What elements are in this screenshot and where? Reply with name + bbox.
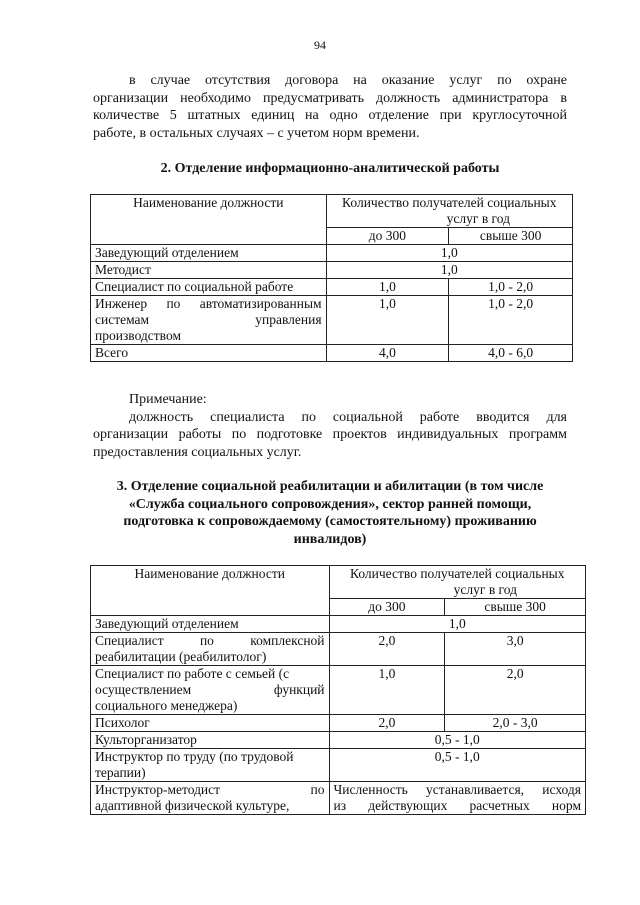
header-low: до 300 bbox=[326, 228, 449, 245]
note-block bbox=[93, 391, 567, 461]
note-line: предоставления социальных услуг. bbox=[93, 444, 302, 460]
name-line: реабилитации (реабилитолог) bbox=[95, 649, 267, 664]
header-count-line2: услуг в год bbox=[453, 582, 517, 597]
position-name: Всего bbox=[91, 345, 327, 362]
table-row bbox=[91, 782, 586, 815]
value-low: 1,0 bbox=[326, 296, 449, 345]
position-name: Методист bbox=[91, 262, 327, 279]
position-name bbox=[91, 782, 330, 815]
position-value: 0,5 - 1,0 bbox=[329, 749, 585, 782]
position-name: Заведующий отделением bbox=[91, 616, 330, 633]
position-name: Психолог bbox=[91, 715, 330, 732]
page-number: 94 bbox=[314, 38, 326, 52]
name-line: производством bbox=[95, 328, 182, 343]
intro-paragraph bbox=[93, 72, 567, 142]
header-high: свыше 300 bbox=[449, 228, 573, 245]
table-row bbox=[91, 715, 586, 732]
table-row bbox=[91, 616, 586, 633]
title-line: подготовка к сопровождаемому (самостоятельному) проживанию bbox=[123, 514, 537, 529]
intro-line: в случае отсутствия договора на оказание услуг по охране bbox=[129, 73, 567, 88]
name-line: социального менеджера) bbox=[95, 698, 238, 713]
position-value: 1,0 bbox=[329, 616, 585, 633]
table-row bbox=[91, 633, 586, 666]
header-position: Наименование должности bbox=[91, 195, 327, 245]
section2-table bbox=[90, 194, 573, 362]
table-row bbox=[91, 262, 573, 279]
header-low: до 300 bbox=[329, 599, 445, 616]
value-high: 2,0 bbox=[445, 666, 586, 715]
name-line: осуществлением функций bbox=[95, 682, 325, 697]
header-high: свыше 300 bbox=[445, 599, 586, 616]
table-row bbox=[91, 749, 586, 782]
table-row bbox=[91, 245, 573, 262]
note-line: организации работы по подготовке проектов индивидуальных программ bbox=[93, 427, 567, 442]
value-low: 1,0 bbox=[326, 279, 449, 296]
name-line: Инженер по автоматизированным bbox=[95, 296, 322, 311]
name-line: Инструктор по труду (по трудовой bbox=[95, 749, 294, 764]
table-row bbox=[91, 666, 586, 715]
position-name: Культорганизатор bbox=[91, 732, 330, 749]
intro-line: организации необходимо предусматривать должность администратора в bbox=[93, 90, 567, 106]
value-high: 1,0 - 2,0 bbox=[449, 296, 573, 345]
value-low: 2,0 bbox=[329, 715, 445, 732]
position-name bbox=[91, 749, 330, 782]
name-line: системам управления bbox=[95, 312, 322, 327]
position-name bbox=[91, 633, 330, 666]
section3-title bbox=[93, 478, 567, 548]
value-high: 4,0 - 6,0 bbox=[449, 345, 573, 362]
value-high: 1,0 - 2,0 bbox=[449, 279, 573, 296]
table-row bbox=[91, 296, 573, 345]
table-row bbox=[91, 345, 573, 362]
name-line: терапии) bbox=[95, 765, 146, 780]
section2-title: 2. Отделение информационно-аналитической работы bbox=[160, 161, 500, 176]
name-line: Специалист по работе с семьей (с bbox=[95, 666, 290, 681]
value-high: 3,0 bbox=[445, 633, 586, 666]
position-name: Специалист по социальной работе bbox=[91, 279, 327, 296]
title-line: инвалидов) bbox=[293, 531, 367, 547]
position-name bbox=[91, 666, 330, 715]
table-row bbox=[91, 732, 586, 749]
section3-table bbox=[90, 565, 586, 815]
value-high: 2,0 - 3,0 bbox=[445, 715, 586, 732]
value-low: 4,0 bbox=[326, 345, 449, 362]
position-value: 1,0 bbox=[326, 245, 572, 262]
position-value: 1,0 bbox=[326, 262, 572, 279]
value-low: 1,0 bbox=[329, 666, 445, 715]
name-line: адаптивной физической культуре, bbox=[95, 798, 290, 813]
intro-line: количестве 5 штатных единиц на одно отделение при круглосуточной bbox=[93, 108, 567, 123]
position-value bbox=[329, 782, 585, 815]
header-count bbox=[329, 566, 585, 599]
title-line: 3. Отделение социальной реабилитации и абилитации (в том числе bbox=[116, 479, 544, 494]
header-count-line1: Количество получателей социальных bbox=[342, 195, 557, 210]
position-name: Заведующий отделением bbox=[91, 245, 327, 262]
intro-line: работе, в остальных случаях – с учетом норм времени. bbox=[93, 125, 420, 141]
position-value: 0,5 - 1,0 bbox=[329, 732, 585, 749]
value-low: 2,0 bbox=[329, 633, 445, 666]
position-name bbox=[91, 296, 327, 345]
header-count bbox=[326, 195, 572, 228]
header-count-line1: Количество получателей социальных bbox=[350, 566, 565, 581]
header-position: Наименование должности bbox=[91, 566, 330, 616]
table-row bbox=[91, 279, 573, 296]
header-count-line2: услуг в год bbox=[446, 211, 510, 226]
title-line: «Служба социального сопровождения», сектор ранней помощи, bbox=[128, 496, 532, 512]
value-line: Численность устанавливается, исходя bbox=[333, 782, 581, 797]
name-line: Инструктор-методист по bbox=[95, 782, 325, 797]
note-label: Примечание: bbox=[129, 392, 207, 407]
value-line: из действующих расчетных норм bbox=[333, 798, 581, 813]
note-line: должность специалиста по социальной работе вводится для bbox=[129, 409, 567, 425]
name-line: Специалист по комплексной bbox=[95, 633, 325, 648]
